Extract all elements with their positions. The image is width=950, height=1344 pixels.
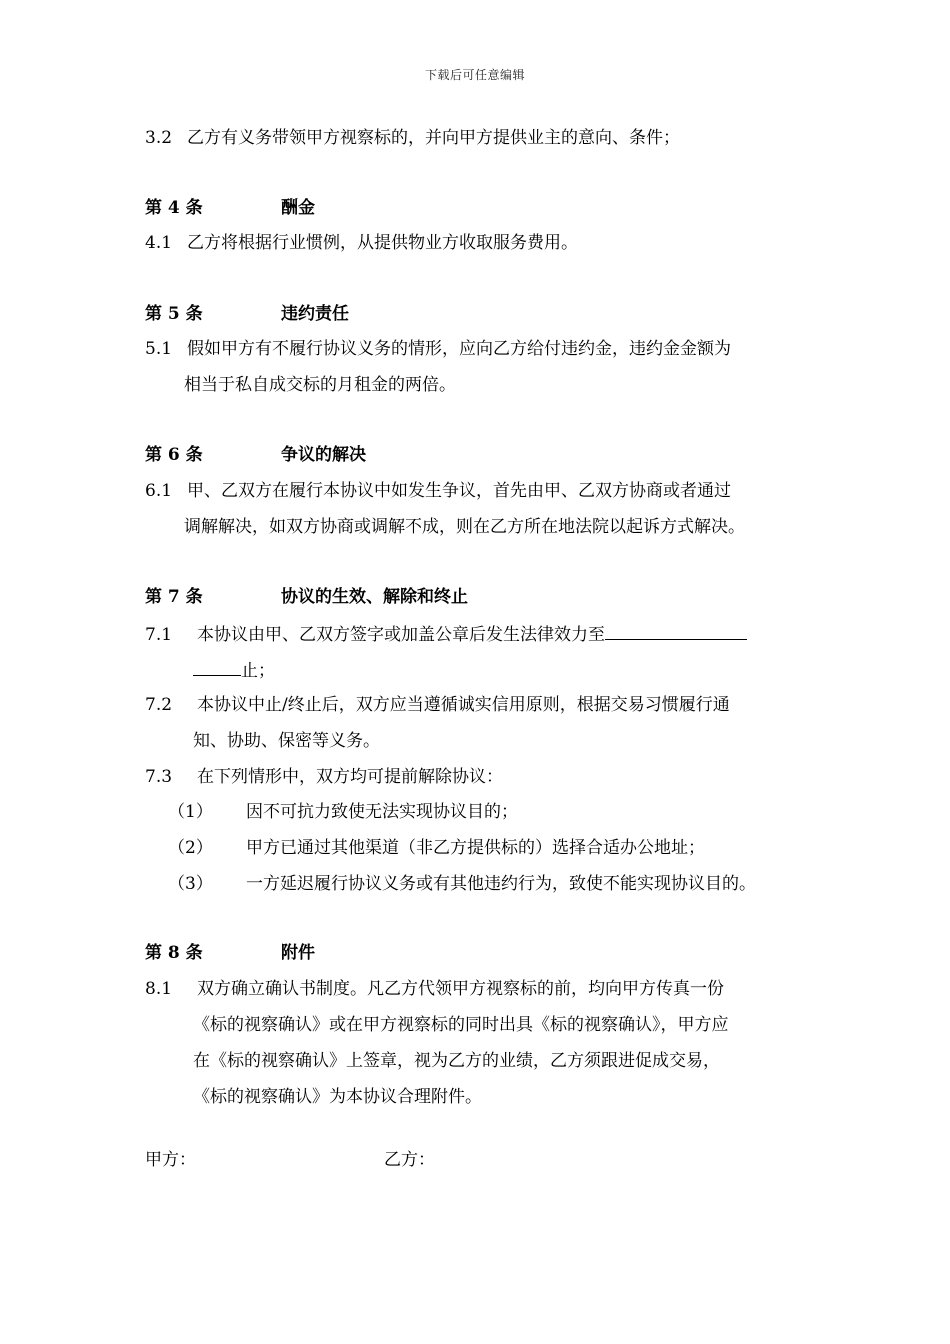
article-number: 第 7 条 [145,587,203,607]
article-title: 违约责任 [281,304,349,324]
clause-text-line-1: 双方确立确认书制度。凡乙方代领甲方视察标的前，均向甲方传真一份 [197,979,724,999]
fill-in-blank [605,621,747,640]
article-number: 第 6 条 [145,445,203,465]
article-title: 争议的解决 [281,445,366,465]
clause-7-2-continuation: 知、协助、保密等义务。 [193,731,380,751]
clause-number: 6.1 [145,481,173,501]
article-title: 酬金 [281,198,315,218]
clause-8-1 [145,977,724,1001]
clause-7-1-continuation [193,657,275,683]
list-item [168,836,705,860]
party-b-signature-label: 乙方： [384,1150,435,1170]
clause-number: 7.2 [145,695,173,715]
fill-in-blank [193,657,241,676]
article-number: 第 4 条 [145,198,203,218]
clause-6-1-continuation: 调解解决，如双方协商或调解不成，则在乙方所在地法院以起诉方式解决。 [184,517,745,537]
clause-number: 7.3 [145,767,173,787]
clause-3-2 [145,126,680,150]
list-item-text: 因不可抗力致使无法实现协议目的； [246,802,518,822]
clause-text: 乙方将根据行业惯例，从提供物业方收取服务费用。 [187,233,578,253]
article-title: 附件 [281,943,315,963]
list-item [168,872,756,896]
article-number: 第 8 条 [145,943,203,963]
party-a-signature-label: 甲方： [145,1150,196,1170]
clause-8-1-line-3: 在《标的视察确认》上签章，视为乙方的业绩，乙方须跟进促成交易， [193,1051,720,1071]
clause-text-line-1: 本协议由甲、乙双方签字或加盖公章后发生法律效力至 [197,625,605,645]
article-8-heading [145,941,315,965]
article-4-heading [145,196,315,220]
list-item-number: （1） [168,802,213,822]
list-item-text: 甲方已通过其他渠道（非乙方提供标的）选择合适办公地址； [246,838,705,858]
list-item-text: 一方延迟履行协议义务或有其他违约行为，致使不能实现协议目的。 [246,874,756,894]
clause-text-line-2: 止； [241,661,275,681]
clause-text-line-1: 本协议中止/终止后，双方应当遵循诚实信用原则，根据交易习惯履行通 [197,695,730,715]
clause-8-1-line-4: 《标的视察确认》为本协议合理附件。 [193,1087,482,1107]
clause-7-3 [145,765,503,789]
clause-text-line-1: 甲、乙双方在履行本协议中如发生争议，首先由甲、乙双方协商或者通过 [187,481,731,501]
article-title: 协议的生效、解除和终止 [281,587,468,607]
clause-8-1-line-2: 《标的视察确认》或在甲方视察标的同时出具《标的视察确认》，甲方应 [193,1015,729,1035]
list-item-number: （2） [168,838,213,858]
article-number: 第 5 条 [145,304,203,324]
clause-text-line-1: 假如甲方有不履行协议义务的情形，应向乙方给付违约金，违约金金额为 [187,339,731,359]
clause-7-2 [145,693,730,717]
clause-number: 5.1 [145,339,173,359]
clause-text: 在下列情形中，双方均可提前解除协议： [197,767,503,787]
clause-7-1 [145,621,747,647]
clause-text: 乙方有义务带领甲方视察标的，并向甲方提供业主的意向、条件； [187,128,680,148]
clause-number: 3.2 [145,128,173,148]
clause-5-1 [145,337,731,361]
clause-4-1 [145,231,578,255]
clause-number: 7.1 [145,625,173,645]
clause-number: 8.1 [145,979,173,999]
clause-number: 4.1 [145,233,173,253]
page-header: 下载后可任意编辑 [424,68,525,82]
article-6-heading [145,443,366,467]
list-item [168,800,518,824]
clause-5-1-continuation: 相当于私自成交标的月租金的两倍。 [184,375,456,395]
clause-6-1 [145,479,731,503]
article-5-heading [145,302,349,326]
list-item-number: （3） [168,874,213,894]
article-7-heading [145,585,468,609]
